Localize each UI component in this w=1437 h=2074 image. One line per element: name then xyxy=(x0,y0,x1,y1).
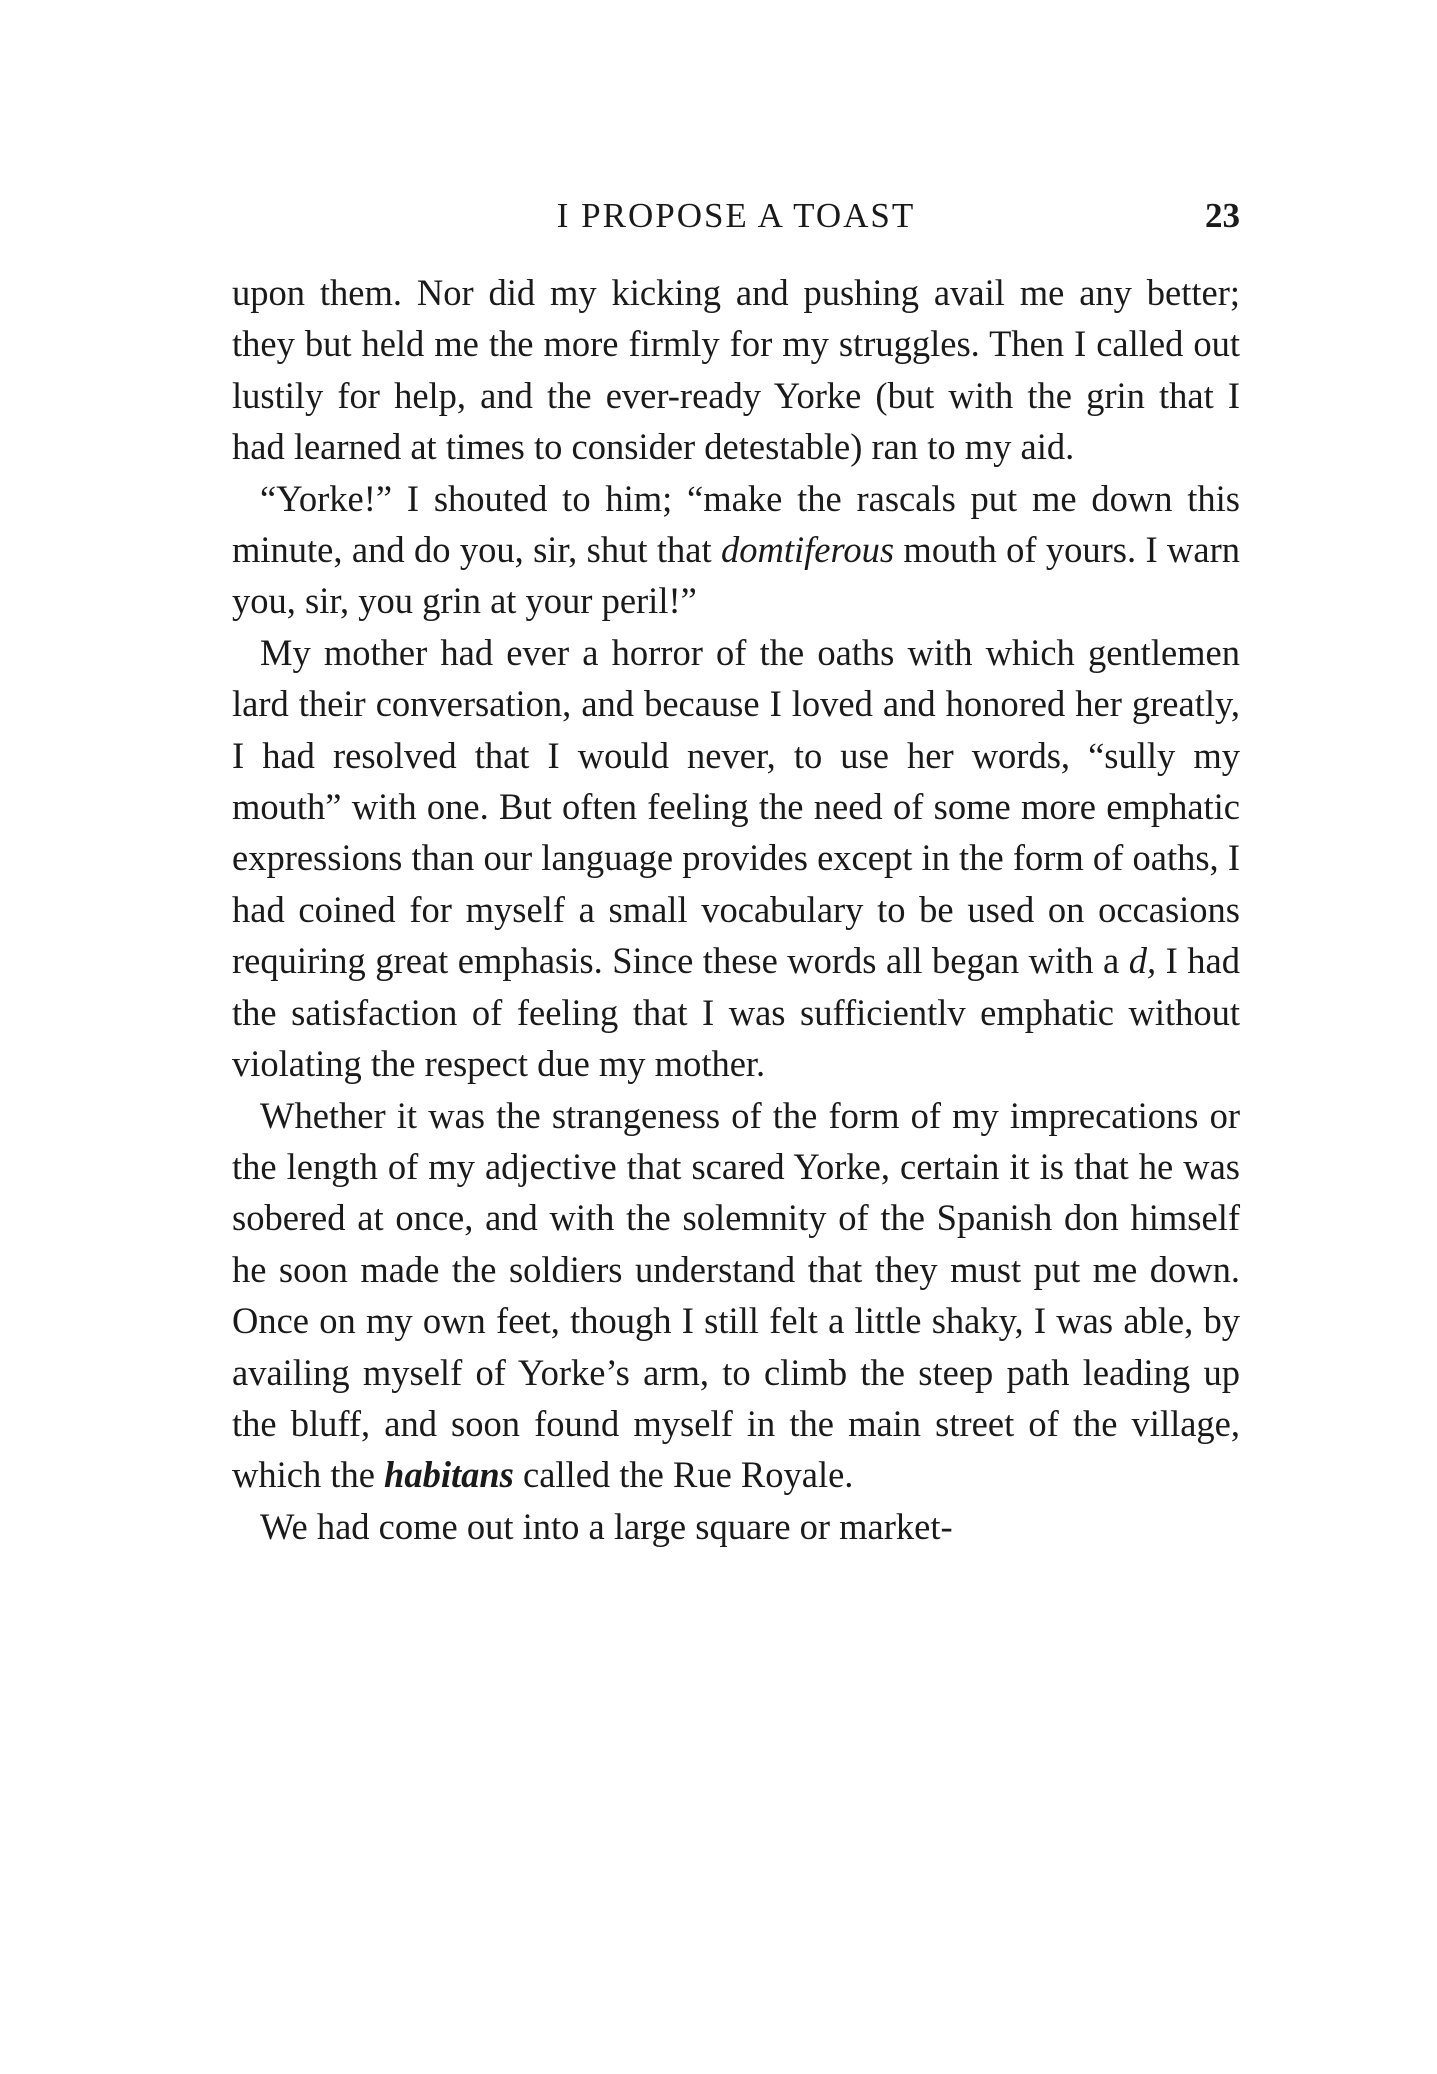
running-head xyxy=(232,192,1240,240)
text-segment: I had the satisfaction of feeling that I was sufficientlv emphatic without violating the respect due my mother. xyxy=(232,940,1240,1085)
text-segment: Whether it was the strangeness of the form of my imprecations or the length of my adjective that scared Yorke, certain it is that he was sobered at once, and with the solemnity of the Spanish don himself he soon made the soldiers understand that they must put me down. Once on my own feet, though I still felt a little shaky, I was able, by availing myself of Yorke’s arm, to climb the steep path leading up the bluff, and soon found myself in the main street of the village, which the xyxy=(232,1094,1240,1496)
text-segment: My mother had ever a horror of the oaths with which gentlemen lard their conversation, and because I loved and honored her greatly, I had resolved that I would never, to use her words, “sully my mouth” with one. But often feeling the need of some more emphatic expressions than our language provides except in the form of oaths, I had coined for myself a small vocabulary to be used on occasions requiring great emphasis. Since these words all began with a xyxy=(232,631,1240,982)
paragraph-4 xyxy=(232,1090,1240,1501)
text-segment: We had come out into a large square or market- xyxy=(260,1505,953,1547)
paragraph-3 xyxy=(232,627,1240,1090)
page-number: 23 xyxy=(1205,196,1240,235)
text-segment: mouth of yours. I warn you, sir, you grin at your peril!” xyxy=(232,529,1240,622)
italic-word: habitans xyxy=(384,1454,514,1496)
italic-word: d, xyxy=(1128,940,1157,982)
running-title: I PROPOSE A TOAST xyxy=(556,196,916,235)
text-segment: “Yorke!” I shouted to him; “make the rascals put me down this minute, and do you, sir, shut that xyxy=(232,477,1240,571)
paragraph-2 xyxy=(232,473,1240,627)
italic-word: domtiferous xyxy=(721,529,895,571)
text-segment: called the Rue Royale. xyxy=(513,1454,854,1496)
paragraph-5 xyxy=(232,1501,1240,1552)
body-text xyxy=(232,267,1240,1552)
paragraph-1 xyxy=(232,267,1240,473)
text-segment: upon them. Nor did my kicking and pushing avail me any better; they but held me the more firmly for my struggles. Then I called out lustily for help, and the ever-ready Yorke (but with the grin that I had learned at times to consider detestable) ran to my aid. xyxy=(232,272,1240,468)
